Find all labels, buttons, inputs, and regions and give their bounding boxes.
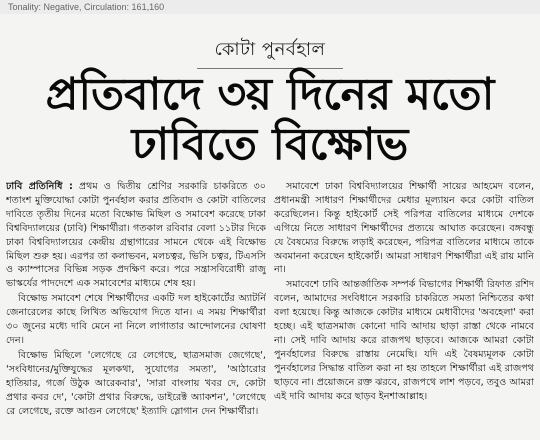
- article-body: [6, 180, 534, 436]
- paragraph: বিক্ষোভ সমাবেশ শেষে শিক্ষার্থীদের একটি দল হাইকোর্টের অ্যাটর্নি জেনারেলের কাছে লিখিত অভিযোগ দিতে যান। এ সময় শিক্ষার্থীরা ৩০ জুনের মধ্যে দাবি মেনে না নিলে লাগাতার আন্দোলনের ঘোষণা দেন।: [6, 293, 266, 346]
- headline-line-2: ঢাবিতে বিক্ষোভ: [131, 119, 409, 170]
- paragraph: সমাবেশে ঢাকা বিশ্ববিদ্যালয়ের শিক্ষার্থী সায়ের আহমেদ বলেন, প্রধানমন্ত্রী সাধারণ শিক্ষার্থীদের মেধার মূল্যায়ন করে কোটা বাতিল করেছিলেন। কিন্তু হাইকোর্ট সেই পরিপত্র বাতিলের মাধ্যমে দেশকে এগিয়ে নিতে সাধারণ শিক্ষার্থীদের প্রত্যয়ে আঘাত করেছেন। বঙ্গবন্ধু যে বৈষম্যের বিরুদ্ধে লড়াই করেছেন, পরিপত্র বাতিলের মাধ্যমে তাকে অবমাননা করেছেন হাইকোর্ট। আমরা সাধারণ শিক্ষার্থীরা এই রায় মানি না।: [274, 181, 534, 276]
- paragraph: [6, 180, 266, 291]
- kicker: [0, 34, 540, 69]
- headline-line-1: প্রতিবাদে ৩য় দিনের মতো: [45, 69, 495, 120]
- paragraph: সমাবেশে ঢাবি আন্তর্জাতিক সম্পর্ক বিভাগের শিক্ষার্থী রিফাত রশিদ বলেন, আমাদের সংবিধানে সরকারি চাকরিতে সমতা নিশ্চিতের কথা বলা হয়েছে। কিন্তু আজকে কোটার মাধ্যমে মেধাবীদের 'অবহেলা' করা হচ্ছে। এই ছাত্রসমাজ কোনো দাবি আদায় ছাড়া রাস্তা থেকে নামবে না। সেই দাবি আদায় করে রাজপথ ছাড়বে। আজকে আমরা কোটা পুনর্বহালের বিরুদ্ধে রাস্তায় নেমেছি। যদি এই বৈষম্যমূলক কোটা পুনর্বহালের সিদ্ধান্ত বাতিল করা না হয় তাহলে শিক্ষার্থীরা এই রাজপথ ছাড়বে না। প্রয়োজনে রক্ত ঝরবে, রাজপথে লাশ পড়বে, তবুও আমরা এই দাবি আদায় করে ছাড়ব ইনশাআল্লাহ।: [274, 279, 534, 402]
- clipping-meta-text: Tonality: Negative, Circulation: 161,160: [8, 2, 165, 12]
- kicker-text: কোটা পুনর্বহাল: [197, 34, 344, 69]
- byline: ঢাবি প্রতিনিধি :: [6, 181, 73, 192]
- article-column-2: [274, 180, 534, 436]
- paragraph-text: প্রথম ও দ্বিতীয় শ্রেণির সরকারি চাকরিতে ৩০ শতাংশ মুক্তিযোদ্ধা কোটা পুনর্বহাল করার প্রতিবাদ ও কোটা বাতিলের দাবিতে তৃতীয় দিনের মতো বিক্ষোভ মিছিল ও সমাবেশ করেছে ঢাকা বিশ্ববিদ্যালয়ের (ঢাবি) শিক্ষার্থীরা। গতকাল রবিবার বেলা ১১টার দিকে ঢাকা বিশ্ববিদ্যালয়ের কেন্দ্রীয় গ্রন্থাগারের সামনে থেকে এই বিক্ষোভ মিছিল শুরু হয়। এরপর তা কলাভবন, মলচত্বর, ভিসি চত্বর, টিএসসি ও ক্যাম্পাসের বিভিন্ন সড়ক প্রদক্ষিণ করে। পরে সন্ত্রাসবিরোধী রাজু ভাস্কর্যের পাদদেশে এক সমাবেশের মাধ্যমে শেষ হয়।: [6, 181, 266, 290]
- article-column-1: [6, 180, 266, 436]
- paragraph: বিক্ষোভ মিছিলে 'লেগেছে রে লেগেছে, ছাত্রসমাজ জেগেছে', 'সংবিধানের/মুক্তিযুদ্ধের মূলকথা, সুযোগের সমতা', 'আঠারোর হাতিয়ার, গর্জে উঠুক আরেকবার', 'সারা বাংলায় খবর দে, কোটা প্রথার কবর দে', 'কোটা প্রথার বিরুদ্ধে, ডাইরেক্ট অ্যাকশন', 'লেগেছে রে লেগেছে, রক্তে আগুন লেগেছে' ইত্যাদি স্লোগান দেন শিক্ষার্থীরা।: [6, 349, 266, 417]
- clipping-meta-bar: [0, 0, 540, 14]
